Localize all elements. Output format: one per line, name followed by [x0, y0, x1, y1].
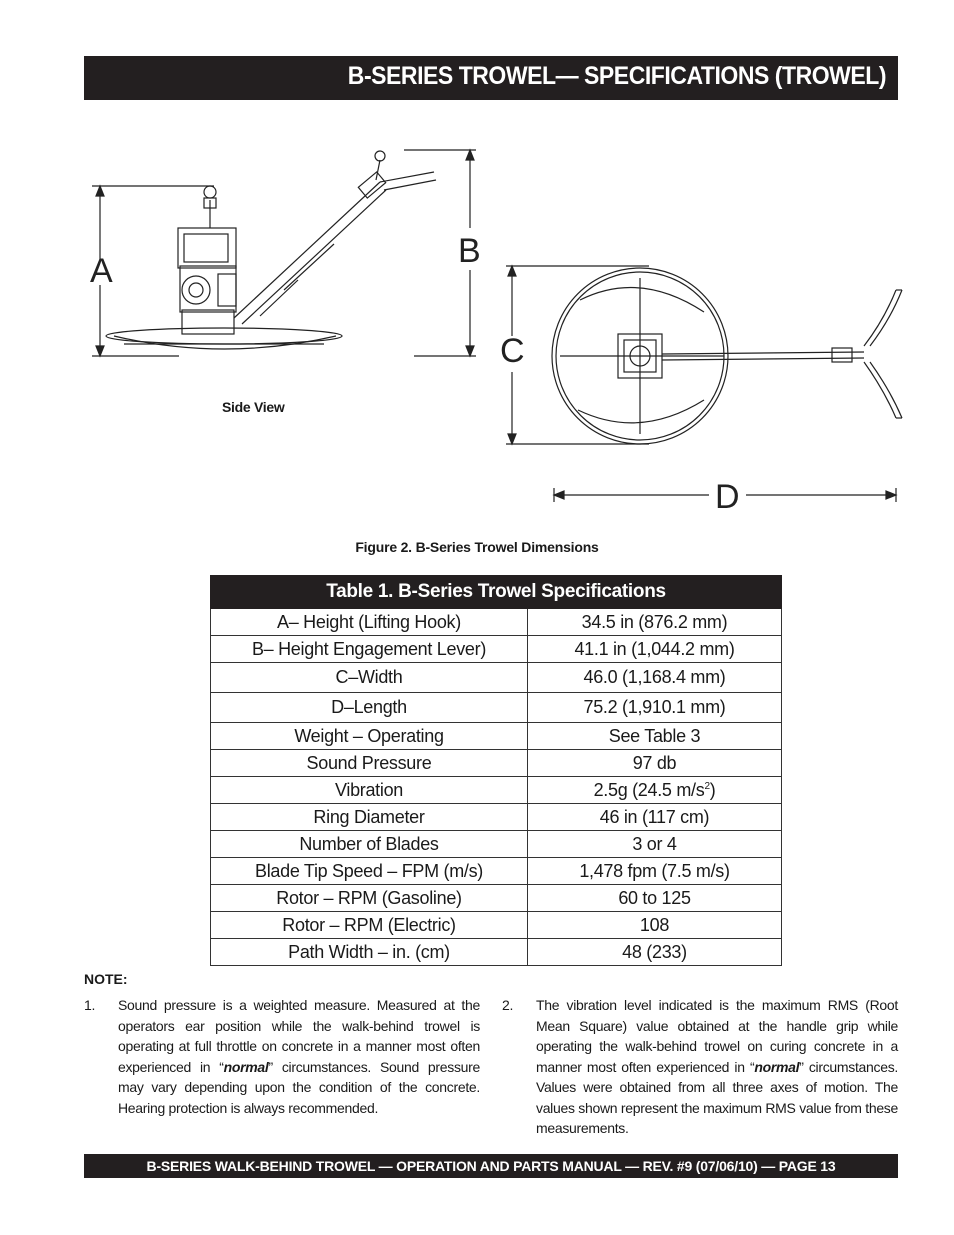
spec-value: 34.5 in (876.2 mm)	[528, 609, 782, 636]
spec-label: Rotor – RPM (Electric)	[211, 912, 528, 939]
dimension-a-label: A	[90, 252, 113, 290]
spec-label: B– Height Engagement Lever)	[211, 636, 528, 663]
specifications-table	[210, 575, 782, 966]
footer-text: B-SERIES WALK-BEHIND TROWEL — OPERATION AND PARTS MANUAL — REV. #9 (07/06/10) — PAGE 13	[146, 1158, 836, 1174]
note-emphasis: normal	[754, 1058, 800, 1075]
note-text-part: Sound pressure is a weighted measure. Measured at the operators ear position while the walk-behind trowel is operating at full throttle on concrete in a manner most often experienced in “	[118, 997, 480, 1075]
spec-value: 60 to 125	[528, 885, 782, 912]
table-row	[211, 609, 782, 636]
spec-label: Weight – Operating	[211, 723, 528, 750]
spec-value: 48 (233)	[528, 939, 782, 966]
table-row	[211, 804, 782, 831]
spec-value: 41.1 in (1,044.2 mm)	[528, 636, 782, 663]
spec-label: D–Length	[211, 693, 528, 723]
spec-value: 3 or 4	[528, 831, 782, 858]
page-title: B-SERIES TROWEL— SPECIFICATIONS (TROWEL)	[347, 62, 886, 90]
spec-value: 75.2 (1,910.1 mm)	[528, 693, 782, 723]
note-text-part: The vibration level indicated is the maximum RMS (Root Mean Square) value obtained at the handle grip while operating the walk-behind trowel on curing concrete in a manner most often experienced in “	[536, 997, 898, 1075]
side-view-label: Side View	[222, 399, 285, 415]
note-text-part: ” circumstances. Values were obtained from all three axes of motion. The values shown represent the maximum RMS value from these measurements.	[536, 1058, 898, 1136]
vibration-value: 2.5g (24.5 m/s	[593, 779, 705, 800]
table-row	[211, 912, 782, 939]
page-title-bar	[84, 56, 898, 100]
spec-value: 46.0 (1,168.4 mm)	[528, 663, 782, 693]
spec-label: Sound Pressure	[211, 750, 528, 777]
table-row	[211, 636, 782, 663]
trowel-dimensions-figure	[84, 140, 904, 520]
table-row	[211, 723, 782, 750]
table-row	[211, 750, 782, 777]
spec-value: 46 in (117 cm)	[528, 804, 782, 831]
spec-value: 97 db	[528, 750, 782, 777]
table-row	[211, 939, 782, 966]
note-text-part: ” circumstances. Sound pressure may vary depending upon the condition of the concrete. Hearing protection is always recommended.	[118, 1058, 480, 1116]
top-view-drawing	[506, 266, 902, 502]
spec-label: Number of Blades	[211, 831, 528, 858]
spec-label: Blade Tip Speed – FPM (m/s)	[211, 858, 528, 885]
table-title: Table 1. B-Series Trowel Specifications	[211, 576, 782, 609]
table-row	[211, 831, 782, 858]
spec-label: A– Height (Lifting Hook)	[211, 609, 528, 636]
spec-value: 1,478 fpm (7.5 m/s)	[528, 858, 782, 885]
note-emphasis: normal	[223, 1058, 269, 1075]
table-row	[211, 663, 782, 693]
spec-label: C–Width	[211, 663, 528, 693]
table-row	[211, 858, 782, 885]
dimension-d-label: D	[715, 478, 740, 516]
spec-label: Rotor – RPM (Gasoline)	[211, 885, 528, 912]
vibration-value-end: )	[709, 779, 716, 800]
table-row	[211, 777, 782, 804]
figure-caption: Figure 2. B-Series Trowel Dimensions	[355, 539, 599, 555]
spec-label: Path Width – in. (cm)	[211, 939, 528, 966]
notes-heading: NOTE:	[84, 971, 128, 987]
spec-label: Vibration	[211, 777, 528, 804]
side-view-drawing	[92, 150, 476, 356]
spec-value	[528, 777, 782, 804]
note-item-1	[84, 995, 480, 1125]
dimension-c-label: C	[500, 332, 525, 370]
dimension-b-label: B	[458, 232, 481, 270]
note-text	[536, 995, 898, 1139]
spec-value: 108	[528, 912, 782, 939]
vibration-exponent: 2	[704, 780, 710, 792]
table-row	[211, 885, 782, 912]
note-number: 1.	[84, 997, 96, 1013]
note-text	[118, 995, 480, 1118]
table-row	[211, 693, 782, 723]
note-item-2	[502, 995, 898, 1145]
note-number: 2.	[502, 997, 514, 1013]
spec-label: Ring Diameter	[211, 804, 528, 831]
page-footer	[84, 1154, 898, 1178]
spec-value: See Table 3	[528, 723, 782, 750]
